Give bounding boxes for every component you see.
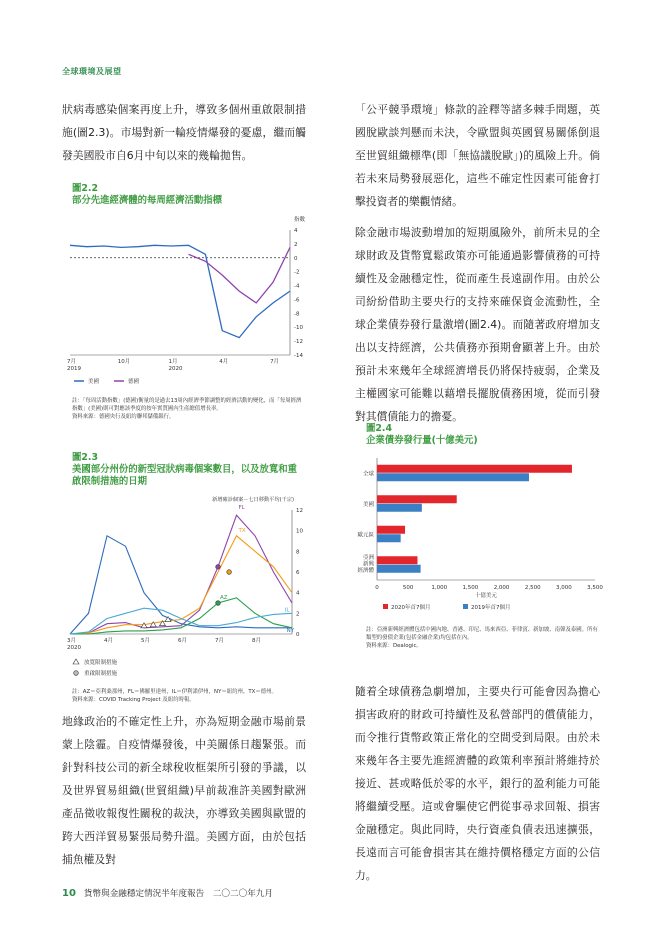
fig24-bar <box>377 526 405 534</box>
fig22-series-line <box>70 245 290 337</box>
fig22-xtick-label: 4月 <box>219 359 229 365</box>
reimposing-marker-icon <box>216 565 221 570</box>
fig22-ytick-label: -2 <box>294 269 300 276</box>
fig22-ytick-label: -8 <box>294 311 300 318</box>
fig24-category-label: 經濟體 <box>357 567 374 574</box>
fig23-series-label: AZ <box>220 595 228 601</box>
figure-2-4-title: 企業債券發行量(十億美元) <box>366 435 478 446</box>
fig23-ytick-label: 12 <box>296 508 303 514</box>
figure-2-4-source: 資料來源：Dealogic。 <box>366 643 422 649</box>
fig23-series-label: IL <box>284 607 290 614</box>
figure-2-2-label: 圖2.2 <box>72 183 98 194</box>
right-paragraph-3: 隨着全球債務急劇增加，主要央行可能會因為擔心損害政府的財政可持續性及私營部門的償債能力，而令推行貨幣政策正常化的空間受到局限。由於未來幾年各主要先進經濟體的政策利率預計將維持於接近、甚或略低於零的水平，銀行的盈利能力可能將繼續受壓。這或會驅使它們從事尋求回報、損害金融穩定。與此同時，央行資產負債表迅速擴張，長遠而言可能會損害其在維持價格穩定方面的公信力。 <box>355 685 600 882</box>
fig24-legend-label: 2020年首7個月 <box>391 605 431 611</box>
fig22-xtick-label: 7月 <box>67 359 76 365</box>
figure-2-4-label: 圖2.4 <box>366 423 392 434</box>
left-paragraph-1: 狀病毒感染個案再度上升，導致多個州重啟限制措施(圖2.3)。市場對新一輪疫情爆發的憂慮，繼而觸發美國股市自6月中旬以來的幾輪拋售。 <box>62 103 306 162</box>
fig24-xtick-label: 2,000 <box>493 585 510 591</box>
fig23-xtick-label: 8月 <box>252 638 261 644</box>
figure-2-2-chart <box>62 210 312 390</box>
fig23-ytick-label: 0 <box>296 632 300 638</box>
fig24-category-label: 新興 <box>362 561 374 568</box>
fig22-ytick-label: 4 <box>294 228 298 234</box>
fig23-xtick-year: 2020 <box>67 645 81 651</box>
fig23-xtick-label: 6月 <box>178 638 187 644</box>
figure-2-3-notes <box>72 688 304 704</box>
fig24-bar <box>377 534 401 542</box>
figure-2-2-source: 資料來源：德國央行及紐約聯邦儲備銀行。 <box>72 414 175 420</box>
fig24-xtick-label: 1,500 <box>462 585 479 591</box>
fig24-bar <box>377 504 422 512</box>
fig22-xtick-label: 1月 <box>168 359 178 365</box>
left-paragraph-2: 地緣政治的不確定性上升，亦為短期金融市場前景蒙上陰霾。自疫情爆發後，中美關係日趨緊張。而針對科技公司的新全球稅收框架所引發的爭議，以及世界貿易組織(世貿組織)早前裁准許美國對歐洲產品徵收報復性關稅的裁決，亦導致美國與歐盟的跨大西洋貿易緊張局勢升溫。美國方面，由於包括捕魚權及對 <box>62 715 306 866</box>
fig23-ytick-label: 4 <box>296 590 300 597</box>
fig23-ytick-label: 6 <box>296 570 300 576</box>
figure-2-3-source: 資料來源：COVID Tracking Project 及紐約時報。 <box>72 697 195 703</box>
fig22-legend-label: 美國 <box>88 379 100 385</box>
fig22-ytick-label: -12 <box>294 339 303 346</box>
fig23-series-label: FL <box>238 505 245 512</box>
figure-2-3-heading <box>72 452 304 488</box>
fig23-series-line <box>70 515 292 634</box>
fig23-xtick-label: 7月 <box>215 638 224 644</box>
right-paragraph-2: 除金融市場波動增加的短期風險外，前所未見的全球財政及貨幣寬鬆政策亦可能通過影響債務的可持續性及金融穩定性，從而產生長遠副作用。由於公司紛紛借助主要央行的支持來確保資金流動性，全球企業債券發行量激增(圖2.4)。而隨著政府增加支出以支持經濟，公共債務亦預期會顯著上升。由於預計未來幾年全球經濟增長仍將保持疲弱，企業及主權國家可能難以藉增長擺脫債務困境，從而引發對其償債能力的擔憂。 <box>355 226 600 423</box>
fig24-legend-swatch <box>383 604 388 609</box>
fig23-series-label: NY <box>286 627 295 634</box>
figure-2-3-chart <box>62 492 312 677</box>
reimposing-marker-icon <box>216 601 221 606</box>
fig24-category-label: 歐元區 <box>357 532 374 539</box>
fig23-xtick-label: 5月 <box>141 638 150 644</box>
page-footer <box>62 887 273 899</box>
fig22-xtick-label: 7月 <box>270 359 280 365</box>
fig22-series-line <box>189 247 291 303</box>
figure-2-4-notes <box>366 626 598 650</box>
fig23-ytick-label: 8 <box>296 549 300 556</box>
fig24-bar <box>377 556 417 564</box>
fig24-bar <box>377 473 529 481</box>
fig23-legend-reimposing-icon <box>74 671 79 676</box>
figure-2-3-label: 圖2.3 <box>72 452 98 463</box>
fig22-ytick-label: -4 <box>294 283 300 290</box>
figure-2-4-chart <box>355 448 605 620</box>
fig24-bar <box>377 465 572 473</box>
fig23-ytick-label: 2 <box>296 611 300 618</box>
reimposing-marker-icon <box>227 570 232 575</box>
fig24-legend-swatch <box>463 604 468 609</box>
figure-2-3-note: 註：AZ＝亞利桑那州，FL＝佛羅里達州，IL＝伊利諾伊州，NY＝紐約州，TX＝德州。 <box>72 689 277 695</box>
right-paragraph-1: 「公平競爭環境」條款的詮釋等諸多棘手問題，英國脫歐談判懸而未決，令歐盟與英國貿易關係倒退至世貿組織標準(即「無協議脫歐」)的風險上升。倘若未來局勢發展惡化，這些不確定性因素可能會打擊投資者的樂觀情緒。 <box>355 103 600 208</box>
fig23-legend-easing-icon <box>73 659 79 664</box>
fig23-legend-label: 放寬限制措施 <box>84 660 118 666</box>
fig24-bar <box>377 495 457 503</box>
figure-2-2-note: 註：「每周活動指數」(德國)衡量的是過去13周內經濟季節調整的經濟活動的變化，而「每周經濟指數」(美國)則可對應該季度的按年實質國內生產總值增長率。 <box>72 398 302 412</box>
fig22-xtick-year: 2020 <box>168 366 183 372</box>
fig22-unit-label: 指數 <box>294 217 306 223</box>
fig22-xtick-year: 2019 <box>67 366 81 372</box>
fig24-x-axis-title: 十億美元 <box>474 593 498 599</box>
figure-2-2-heading <box>72 183 302 207</box>
fig24-xtick-label: 0 <box>375 585 379 591</box>
fig23-series-line <box>70 608 292 634</box>
fig22-ytick-label: -14 <box>294 353 303 359</box>
fig23-ytick-label: 10 <box>296 528 303 535</box>
easing-marker-icon <box>141 623 147 628</box>
fig24-xtick-label: 2,500 <box>524 585 541 591</box>
fig23-xtick-label: 3月 <box>67 638 76 644</box>
page-number: 10 <box>62 888 76 899</box>
figure-2-3-title: 美國部分州份的新型冠狀病毒個案數目，以及放寬和重啟限制措施的日期 <box>72 464 298 487</box>
fig22-ytick-label: 2 <box>294 241 298 248</box>
fig24-xtick-label: 1,000 <box>431 585 448 591</box>
fig23-xtick-label: 4月 <box>104 638 113 644</box>
fig23-unit-label: 新增確診個案－七日移動平均(千宗) <box>212 497 294 503</box>
fig23-series-label: TX <box>238 527 246 534</box>
figure-2-2-title: 部分先進經濟體的每周經濟活動指標 <box>72 195 223 206</box>
fig22-legend-label: 德國 <box>128 379 140 385</box>
fig24-xtick-label: 3,500 <box>587 585 603 591</box>
fig24-category-label: 亞洲 <box>362 554 374 561</box>
fig24-category-label: 美國 <box>362 501 374 508</box>
fig23-legend-label: 重啟限制措施 <box>84 671 118 677</box>
figure-2-4-heading <box>366 423 596 447</box>
fig24-legend-label: 2019年首7個月 <box>471 605 511 611</box>
fig22-ytick-label: -6 <box>294 297 300 304</box>
report-title: 貨幣與金融穩定情況半年度報告 二〇二〇年九月 <box>83 889 273 899</box>
fig22-ytick-label: -10 <box>294 325 303 332</box>
fig22-ytick-label: 0 <box>294 255 298 262</box>
fig22-xtick-label: 10月 <box>117 359 131 365</box>
fig24-category-label: 全球 <box>362 471 374 478</box>
fig24-xtick-label: 3,000 <box>555 585 572 591</box>
figure-2-2-notes <box>72 397 304 421</box>
fig24-xtick-label: 500 <box>402 585 414 591</box>
section-header: 全球環境及展望 <box>62 67 122 76</box>
figure-2-4-note: 註：亞洲新興經濟體包括中國內地、香港、印尼、馬來西亞、菲律賓、新加坡、南韓及泰國。所有類型的發債企業(包括金融企業)均包括在內。 <box>366 627 598 641</box>
fig24-bar <box>377 565 421 573</box>
